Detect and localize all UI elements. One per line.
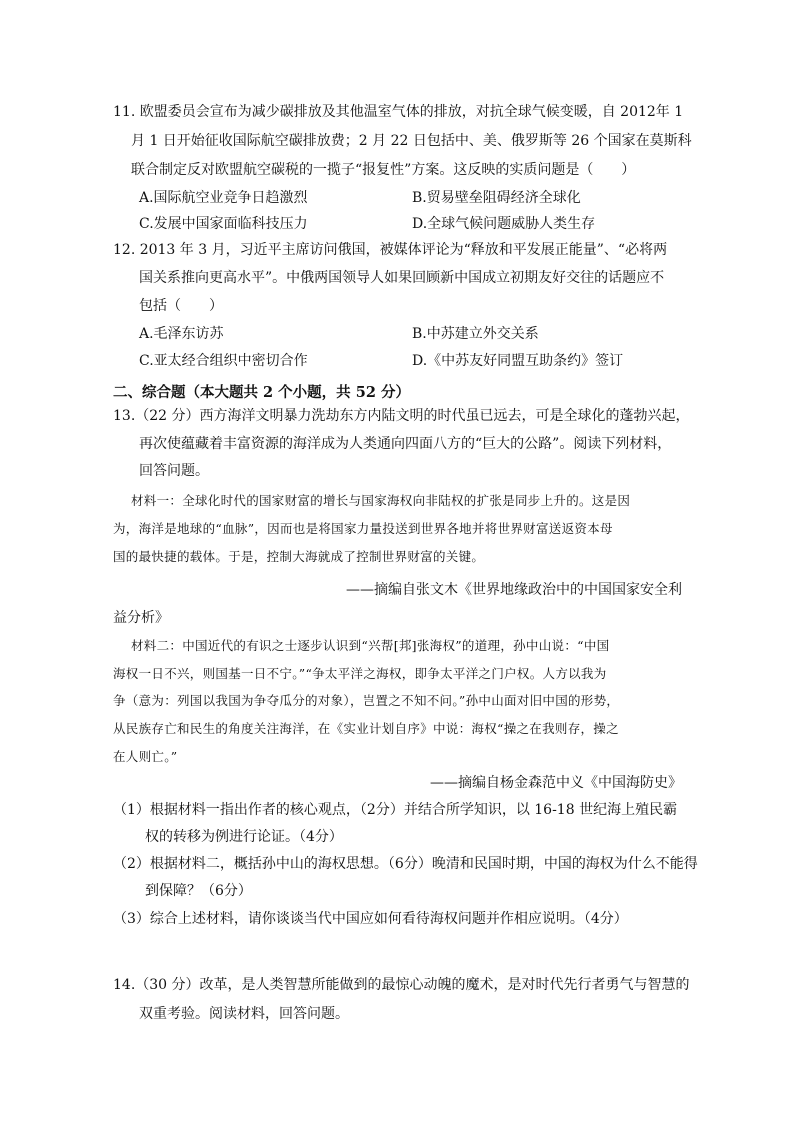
q13-line-2: 再次使蕴藏着丰富资源的海洋成为人类通向四面八方的“巨大的公路”。阅读下列材料， [139,436,672,452]
q11-line-1: 11. 欧盟委员会宣布为减少碳排放及其他温室气体的排放，对抗全球气候变暖，自 2012年 1 [113,104,684,120]
material-1-line-1: 材料一：全球化时代的国家财富的增长与国家海权向非陆权的扩张是同步上升的。这是因 [131,493,631,508]
q11-line-3: 联合制定反对欧盟航空碳税的一揽子“报复性”方案。这反映的实质问题是（ ） [131,162,636,178]
material-2-line-1: 材料二：中国近代的有识之士逐步认识到“兴帮[邦]张海权”的道理，孙中山说：“中国 [131,638,610,653]
q12-option-d: D.《中苏友好同盟互助条约》签订 [412,353,624,369]
q12-option-a: A.毛泽东访苏 [139,326,224,342]
q14-line-1: 14.（30 分）改革，是人类智慧所能做到的最惊心动魄的魔术，是对时代先行者勇气与智慧的 [113,977,690,993]
section-heading: 二、综合题（本大题共 2 个小题，共 52 分） [113,384,410,401]
material-1-line-2: 为，海洋是地球的“血脉”，因而也是将国家力量投送到世界各地并将世界财富送返资本母 [113,521,613,536]
q12-line-3: 包括（ ） [139,298,223,314]
q11-line-2: 月 1 日开始征收国际航空碳排放费；2 月 22 日包括中、美、俄罗斯等 26 个国家在莫斯科 [131,133,692,149]
q11-option-a: A.国际航空业竞争日趋激烈 [139,190,308,206]
q11-option-b: B.贸易壁垒阻碍经济全球化 [412,190,581,206]
material-2-source: ——摘编自杨金森范中义《中国海防史》 [430,775,682,791]
q12-line-2: 国关系推向更高水平”。中俄两国领导人如果回顾新中国成立初期友好交往的话题应不 [139,270,665,286]
q13-sub-2-line-2: 到保障？（6分） [145,883,252,899]
material-2-line-4: 从民族存亡和民生的角度关注海洋，在《实业计划自序》中说：海权“操之在我则存，操之 [113,721,619,736]
q12-line-1: 12. 2013 年 3 月，习近平主席访问俄国，被媒体评论为“释放和平发展正能量”、“必将两 [113,242,668,258]
q13-line-1: 13.（22 分）西方海洋文明暴力洗劫东方内陆文明的时代虽已远去，可是全球化的蓬勃兴起， [113,408,690,424]
q11-option-d: D.全球气候问题威胁人类生存 [412,216,596,232]
q12-option-c: C.亚太经合组织中密切合作 [139,353,308,369]
material-2-line-2: 海权一日不兴，则国基一日不宁。”“争太平洋之海权，即争太平洋之门户权。人方以我为 [113,666,607,681]
q12-option-b: B.中苏建立外交关系 [412,326,539,342]
q11-option-c: C.发展中国家面临科技压力 [139,216,308,232]
material-1-line-3: 国的最快捷的载体。于是，控制大海就成了控制世界财富的关键。 [113,549,485,564]
material-1-source: ——摘编自张文木《世界地缘政治中的中国国家安全利 [346,582,682,598]
q13-sub-3: （3）综合上述材料，请你谈谈当代中国应如何看待海权问题并作相应说明。（4分） [113,911,628,927]
material-1-source-cont: 益分析》 [113,610,169,626]
q13-sub-2-line-1: （2）根据材料二，概括孙中山的海权思想。（6分）晚清和民国时期，中国的海权为什么不能得 [113,856,698,872]
material-2-line-5: 在人则亡。” [113,749,178,764]
q14-line-2: 双重考验。阅读材料，回答问题。 [139,1006,349,1022]
material-2-line-3: 争（意为：列国以我国为争夺瓜分的对象），岂置之不知不问。”孙中山面对旧中国的形势， [113,693,620,708]
q13-sub-1-line-2: 权的转移为例进行论证。（4分） [145,829,343,845]
q13-sub-1-line-1: （1）根据材料一指出作者的核心观点，（2分）并结合所学知识，以 16-18 世纪海上殖民霸 [113,802,678,818]
q13-line-3: 回答问题。 [139,463,209,479]
